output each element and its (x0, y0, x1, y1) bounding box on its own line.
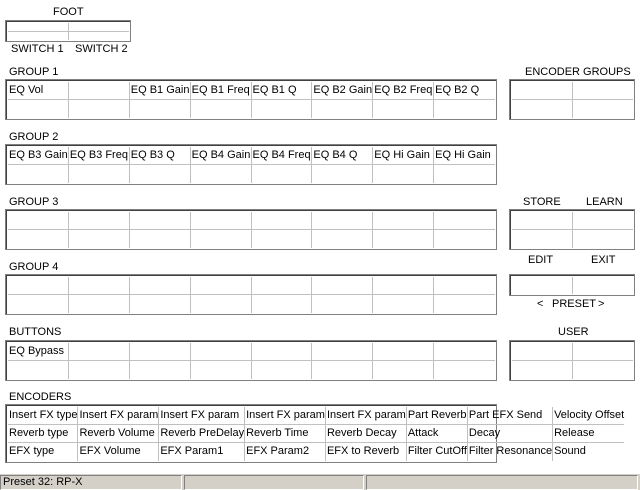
user-slot[interactable] (512, 361, 573, 379)
preset-next-arrow[interactable]: > (598, 298, 605, 310)
switch-1-label: SWITCH 1 (11, 43, 64, 55)
group-4-slot[interactable] (252, 277, 313, 295)
group-3-slot[interactable] (434, 230, 495, 248)
group-2-slot[interactable] (434, 165, 495, 183)
group-4-slot[interactable] (191, 295, 252, 313)
encoder-group-slot[interactable] (512, 100, 573, 118)
encoder-groups-title: ENCODER GROUPS (525, 66, 631, 78)
buttons-panel (5, 340, 497, 381)
group-1-slot[interactable]: EQ B1 Freq (191, 82, 252, 100)
group-4-slot[interactable] (373, 295, 434, 313)
foot-switch-1-cell-lower[interactable] (8, 32, 69, 41)
group-2-title: GROUP 2 (9, 131, 59, 143)
encoders-title: ENCODERS (9, 391, 72, 403)
button-slot[interactable] (434, 361, 495, 379)
encoders-panel (5, 404, 625, 463)
group-4-slot[interactable] (312, 277, 373, 295)
group-3-slot[interactable] (373, 212, 434, 230)
button-slot[interactable] (69, 361, 130, 379)
group-4-slot[interactable] (8, 277, 69, 295)
group-1-grid (8, 82, 495, 118)
button-slot[interactable] (191, 361, 252, 379)
encoder-slot[interactable]: Part Reverb (407, 407, 468, 425)
button-slot[interactable] (69, 343, 130, 361)
encoder-slot[interactable]: EFX Param2 (245, 443, 326, 461)
encoder-slot[interactable]: Release (553, 425, 624, 443)
group-1-panel (5, 79, 497, 120)
group-1-slot[interactable] (130, 100, 191, 118)
encoder-groups-panel (509, 79, 635, 120)
encoder-slot[interactable]: EFX type (8, 443, 78, 461)
group-4-slot[interactable] (434, 295, 495, 313)
group-1-slot[interactable]: EQ B1 Gain (130, 82, 191, 100)
group-4-slot[interactable] (69, 295, 130, 313)
encoder-group-slot[interactable] (573, 82, 634, 100)
store-learn-panel (509, 209, 635, 250)
group-3-slot[interactable] (312, 230, 373, 248)
group-3-grid (8, 212, 495, 248)
encoder-slot[interactable]: EFX to Reverb (326, 443, 407, 461)
status-bar (0, 473, 640, 490)
encoder-slot[interactable]: Reverb PreDelay (159, 425, 245, 443)
buttons-grid (8, 343, 495, 379)
encoder-slot[interactable]: Insert FX param (326, 407, 407, 425)
button-slot[interactable] (252, 343, 313, 361)
group-1-slot[interactable] (191, 100, 252, 118)
encoder-group-slot[interactable] (573, 100, 634, 118)
group-1-slot[interactable] (69, 100, 130, 118)
exit-label: EXIT (591, 254, 616, 266)
encoder-slot[interactable]: Insert FX param (245, 407, 326, 425)
encoder-slot[interactable]: Reverb type (8, 425, 78, 443)
encoder-slot[interactable]: Insert FX param (159, 407, 245, 425)
group-4-panel (5, 274, 497, 315)
edit-label: EDIT (528, 254, 554, 266)
button-slot[interactable] (373, 343, 434, 361)
button-slot[interactable] (191, 343, 252, 361)
exit-button[interactable] (573, 230, 634, 248)
preset-panel (509, 274, 635, 296)
edit-button[interactable] (512, 230, 573, 248)
group-3-slot[interactable] (191, 212, 252, 230)
preset-prev-arrow[interactable]: < (537, 298, 544, 310)
encoder-slot[interactable]: Part EFX Send (468, 407, 553, 425)
group-2-slot[interactable]: EQ B3 Q (130, 147, 191, 165)
group-3-slot[interactable] (252, 212, 313, 230)
group-1-slot[interactable]: EQ B1 Q (252, 82, 313, 100)
encoder-slot[interactable]: Velocity Offset (553, 407, 624, 425)
group-4-grid (8, 277, 495, 313)
foot-switch-2-cell-lower[interactable] (69, 32, 130, 41)
encoder-slot[interactable]: Reverb Volume (78, 425, 159, 443)
foot-title: FOOT (53, 6, 84, 18)
group-4-slot[interactable] (8, 295, 69, 313)
encoder-group-slot[interactable] (512, 82, 573, 100)
group-3-slot[interactable] (69, 230, 130, 248)
encoder-slot[interactable]: Decay (468, 425, 553, 443)
group-4-slot[interactable] (69, 277, 130, 295)
encoders-grid (8, 407, 625, 461)
group-1-slot[interactable]: EQ B2 Q (434, 82, 495, 100)
group-2-slot[interactable]: EQ B3 Freq (69, 147, 130, 165)
group-1-slot[interactable] (69, 82, 130, 100)
group-1-slot[interactable] (252, 100, 313, 118)
user-panel (509, 340, 635, 381)
group-1-slot[interactable] (373, 100, 434, 118)
group-1-slot[interactable] (312, 100, 373, 118)
store-label: STORE (523, 196, 561, 208)
buttons-title: BUTTONS (9, 326, 62, 338)
group-4-slot[interactable] (252, 295, 313, 313)
button-slot[interactable] (8, 361, 69, 379)
button-slot[interactable] (373, 361, 434, 379)
group-2-slot[interactable]: EQ B4 Freq (252, 147, 313, 165)
group-2-slot[interactable] (373, 165, 434, 183)
group-1-title: GROUP 1 (9, 66, 59, 78)
group-1-slot[interactable]: EQ Vol (8, 82, 69, 100)
group-2-slot[interactable]: EQ Hi Gain (434, 147, 495, 165)
status-pane-3 (366, 475, 638, 490)
status-pane-2 (184, 475, 364, 490)
group-3-slot[interactable] (8, 212, 69, 230)
user-slot[interactable] (512, 343, 573, 361)
encoder-slot[interactable]: Reverb Decay (326, 425, 407, 443)
group-4-title: GROUP 4 (9, 261, 59, 273)
learn-label: LEARN (586, 196, 623, 208)
button-slot[interactable] (130, 343, 191, 361)
store-button[interactable] (512, 212, 573, 230)
status-text: Preset 32: RP-X (0, 475, 182, 490)
preset-label: PRESET (552, 298, 597, 310)
button-slot[interactable] (312, 361, 373, 379)
group-3-panel (5, 209, 497, 250)
button-slot[interactable] (130, 361, 191, 379)
encoder-slot[interactable]: EFX Param1 (159, 443, 245, 461)
group-1-slot[interactable]: EQ B2 Freq (373, 82, 434, 100)
button-slot[interactable] (434, 343, 495, 361)
foot-switch-1-cell[interactable] (8, 23, 69, 32)
group-3-slot[interactable] (312, 212, 373, 230)
group-4-slot[interactable] (130, 277, 191, 295)
group-4-slot[interactable] (130, 295, 191, 313)
group-3-slot[interactable] (8, 230, 69, 248)
group-2-panel (5, 144, 497, 185)
group-3-title: GROUP 3 (9, 196, 59, 208)
foot-switch-2-cell[interactable] (69, 23, 130, 32)
group-2-slot[interactable]: EQ Hi Gain (373, 147, 434, 165)
group-4-slot[interactable] (312, 295, 373, 313)
group-4-slot[interactable] (191, 277, 252, 295)
group-3-slot[interactable] (373, 230, 434, 248)
user-title: USER (558, 326, 589, 338)
user-slot[interactable] (573, 343, 634, 361)
group-3-slot[interactable] (69, 212, 130, 230)
preset-prev-slot[interactable] (512, 277, 573, 294)
encoder-slot[interactable]: Insert FX type (8, 407, 78, 425)
group-2-slot[interactable] (252, 165, 313, 183)
group-3-slot[interactable] (130, 230, 191, 248)
group-4-slot[interactable] (373, 277, 434, 295)
group-2-grid (8, 147, 495, 183)
encoder-slot[interactable]: Attack (407, 425, 468, 443)
group-2-slot[interactable] (130, 165, 191, 183)
learn-button[interactable] (573, 212, 634, 230)
encoder-slot[interactable]: Reverb Time (245, 425, 326, 443)
encoder-slot[interactable]: Filter CutOff (407, 443, 468, 461)
group-3-slot[interactable] (434, 212, 495, 230)
button-slot[interactable]: EQ Bypass (8, 343, 69, 361)
group-3-slot[interactable] (130, 212, 191, 230)
group-3-slot[interactable] (191, 230, 252, 248)
group-2-slot[interactable] (69, 165, 130, 183)
group-1-slot[interactable]: EQ B2 Gain (312, 82, 373, 100)
encoder-slot[interactable]: Insert FX param (78, 407, 159, 425)
group-4-slot[interactable] (434, 277, 495, 295)
group-2-slot[interactable]: EQ B4 Gain (191, 147, 252, 165)
group-2-slot[interactable] (8, 165, 69, 183)
group-1-slot[interactable] (434, 100, 495, 118)
group-2-slot[interactable]: EQ B3 Gain (8, 147, 69, 165)
group-1-slot[interactable] (8, 100, 69, 118)
button-slot[interactable] (312, 343, 373, 361)
group-2-slot[interactable] (191, 165, 252, 183)
preset-next-slot[interactable] (573, 277, 634, 294)
encoder-slot[interactable]: Sound (554, 445, 586, 457)
group-2-slot[interactable] (312, 165, 373, 183)
group-3-slot[interactable] (252, 230, 313, 248)
foot-switch-panel (5, 20, 131, 42)
encoder-slot[interactable]: EFX Volume (78, 443, 159, 461)
switch-2-label: SWITCH 2 (75, 43, 128, 55)
group-2-slot[interactable]: EQ B4 Q (312, 147, 373, 165)
button-slot[interactable] (252, 361, 313, 379)
encoder-slot[interactable]: Filter Resonance (468, 443, 553, 461)
user-slot[interactable] (573, 361, 634, 379)
